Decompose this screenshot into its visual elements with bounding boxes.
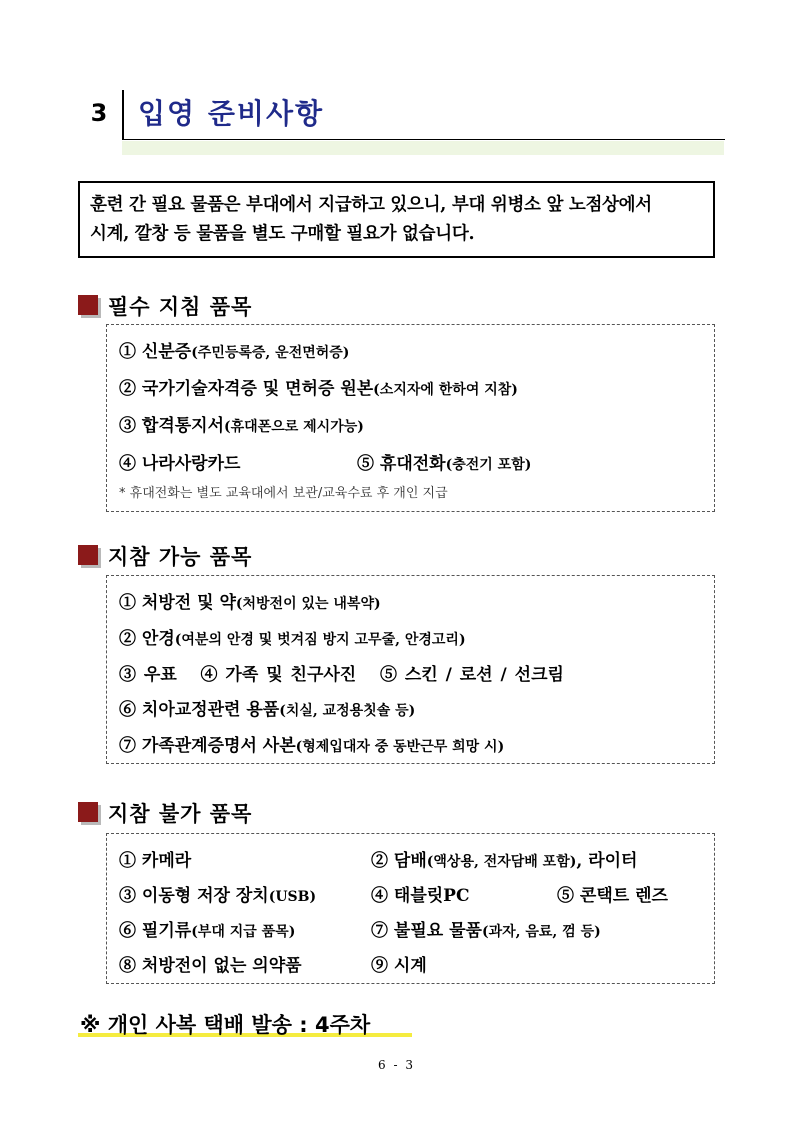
list-item: ⑦ 가족관계증명서 사본(형제입대자 중 동반근무 희망 시) xyxy=(119,736,505,756)
allowed-box xyxy=(106,575,715,764)
list-item: ② 안경(여분의 안경 및 벗겨짐 방지 고무줄, 안경고리) xyxy=(119,629,466,649)
list-item: ② 국가기술자격증 및 면허증 원본(소지자에 한하여 지참) xyxy=(119,379,518,399)
list-item: ② 담배(액상용, 전자담배 포함), 라이터 xyxy=(371,851,638,871)
list-item: ④ 나라사랑카드 xyxy=(119,454,241,474)
section-title: 입영 준비사항 xyxy=(138,97,325,130)
list-item: ③ 합격통지서(휴대폰으로 제시가능) xyxy=(119,416,364,436)
page-number: 6 - 3 xyxy=(378,1058,415,1072)
list-item: ⑧ 처방전이 없는 의약품 xyxy=(119,956,302,976)
bottom-note: ※ 개인 사복 택배 발송 : 4주차 xyxy=(80,1013,371,1037)
forbidden-heading-text: 지참 불가 품목 xyxy=(108,802,253,826)
square-bullet-icon xyxy=(78,802,98,822)
section-divider xyxy=(122,90,124,140)
required-note: * 휴대전화는 별도 교육대에서 보관/교육수료 후 개인 지급 xyxy=(119,486,448,501)
list-item: ③ 우표 ④ 가족 및 친구사진 ⑤ 스킨 / 로션 / 선크림 xyxy=(119,665,564,685)
section-header xyxy=(78,84,725,140)
list-item: ⑦ 불필요 물품(과자, 음료, 껌 등) xyxy=(371,921,601,941)
list-item: ① 카메라 xyxy=(119,851,192,871)
list-item: ③ 이동형 저장 장치(USB) xyxy=(119,886,317,906)
notice-box xyxy=(78,181,715,258)
list-item: ⑥ 필기류(부대 지급 품목) xyxy=(119,921,296,941)
list-item: ⑥ 치아교정관련 용품(치실, 교정용칫솔 등) xyxy=(119,700,416,720)
notice-line-2: 시계, 깔창 등 물품을 별도 구매할 필요가 없습니다. xyxy=(90,224,475,244)
list-item: ⑤ 콘택트 렌즈 xyxy=(557,886,668,906)
list-item: ④ 태블릿PC xyxy=(371,886,470,906)
section-number: 3 xyxy=(90,99,108,127)
allowed-heading-text: 지참 가능 품목 xyxy=(108,545,253,569)
section-green-band xyxy=(122,141,724,155)
list-item: ⑨ 시계 xyxy=(371,956,427,976)
section-underline xyxy=(122,139,725,140)
required-heading-text: 필수 지침 품목 xyxy=(108,295,253,319)
square-bullet-icon xyxy=(78,545,98,565)
required-box xyxy=(106,324,715,512)
list-item: ⑤ 휴대전화(충전기 포함) xyxy=(357,454,532,474)
square-bullet-icon xyxy=(78,295,98,315)
notice-line-1: 훈련 간 필요 물품은 부대에서 지급하고 있으니, 부대 위병소 앞 노점상에서 xyxy=(90,195,652,215)
list-item: ① 신분증(주민등록증, 운전면허증) xyxy=(119,342,350,362)
list-item: ① 처방전 및 약(처방전이 있는 내복약) xyxy=(119,593,381,613)
forbidden-box xyxy=(106,833,715,984)
